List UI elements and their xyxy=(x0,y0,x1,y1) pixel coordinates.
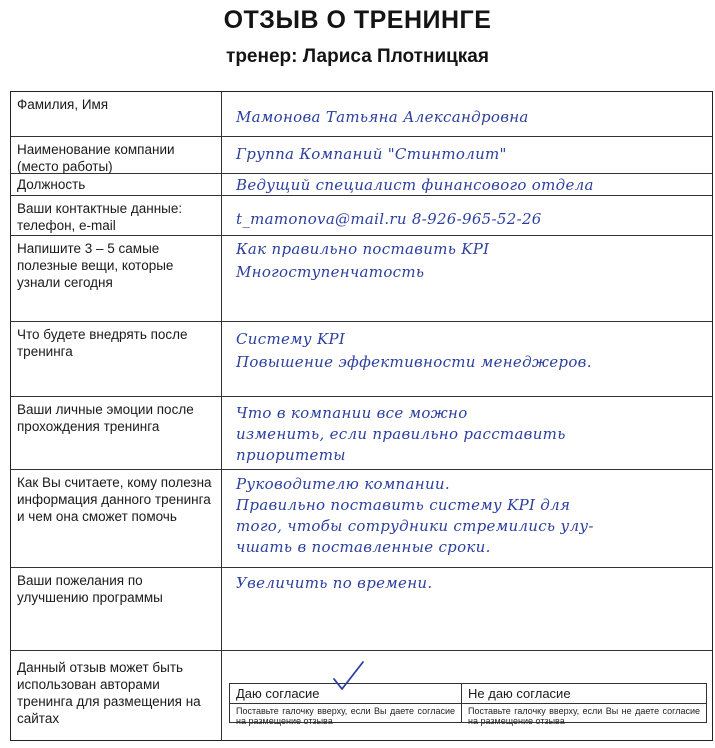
checkmark-icon xyxy=(331,659,365,693)
field-label: Наименование компании (место работы) xyxy=(11,137,222,173)
field-label: Что будете внедрять после тренинга xyxy=(11,322,222,396)
row-suggestions xyxy=(11,568,712,651)
field-label: Ваши личные эмоции после прохождения тренинга xyxy=(11,397,222,469)
field-label: Ваши пожелания по улучшению программы xyxy=(11,568,222,650)
field-label: Напишите 3 – 5 самые полезные вещи, которые узнали сегодня xyxy=(11,236,222,321)
row-emotions xyxy=(11,397,712,470)
row-usefulness xyxy=(11,470,712,568)
consent-options xyxy=(229,683,707,726)
feedback-form xyxy=(10,91,713,741)
name-answer[interactable]: Мамонова Татьяна Александровна xyxy=(236,108,529,126)
suggestions-answer[interactable]: Увеличить по времени. xyxy=(236,574,433,592)
page-title: ОТЗЫВ О ТРЕНИНГЕ xyxy=(223,6,492,34)
field-label: Как Вы считаете, кому полезна информация данного тренинга и чем она сможет помочь xyxy=(11,470,222,567)
disagree-note: Поставьте галочку вверху, если Вы не даете согласие на размещение отзыва xyxy=(468,706,700,726)
row-useful-things xyxy=(11,236,712,322)
agree-note: Поставьте галочку вверху, если Вы даете согласие на размещение отзыва xyxy=(236,706,455,726)
company-answer[interactable]: Группа Компаний "Стинтолит" xyxy=(236,145,507,163)
field-label: Фамилия, Имя xyxy=(11,92,222,136)
trainer-subtitle: тренер: Лариса Плотницкая xyxy=(226,46,489,67)
usefulness-answer[interactable]: Руководителю компании. Правильно поставить систему KPI для того, чтобы сотрудники стремились улу- чшать в поставленные сроки. xyxy=(236,475,594,556)
implement-answer[interactable]: Систему KPI Повышение эффективности менеджеров. xyxy=(236,330,592,371)
disagree-option[interactable] xyxy=(462,684,706,726)
useful-things-answer[interactable]: Как правильно поставить KPI Многоступенчатость xyxy=(236,240,490,281)
contacts-answer[interactable]: t_mamonova@mail.ru 8-926-965-52-26 xyxy=(236,210,542,228)
field-label: Ваши контактные данные: телефон, e-mail xyxy=(11,196,222,235)
emotions-answer[interactable]: Что в компании все можно изменить, если правильно расставить приоритеты xyxy=(236,404,566,464)
row-name xyxy=(11,92,712,137)
field-label: Данный отзыв может быть использован авторами тренинга для размещения на сайтах xyxy=(11,651,222,741)
row-contacts xyxy=(11,196,712,236)
row-implement xyxy=(11,322,712,397)
position-answer[interactable]: Ведущий специалист финансового отдела xyxy=(236,176,594,194)
disagree-label: Не даю согласие xyxy=(462,684,706,704)
field-label: Должность xyxy=(11,174,222,195)
agree-label: Даю согласие xyxy=(230,684,461,704)
row-company xyxy=(11,137,712,174)
row-position xyxy=(11,174,712,196)
